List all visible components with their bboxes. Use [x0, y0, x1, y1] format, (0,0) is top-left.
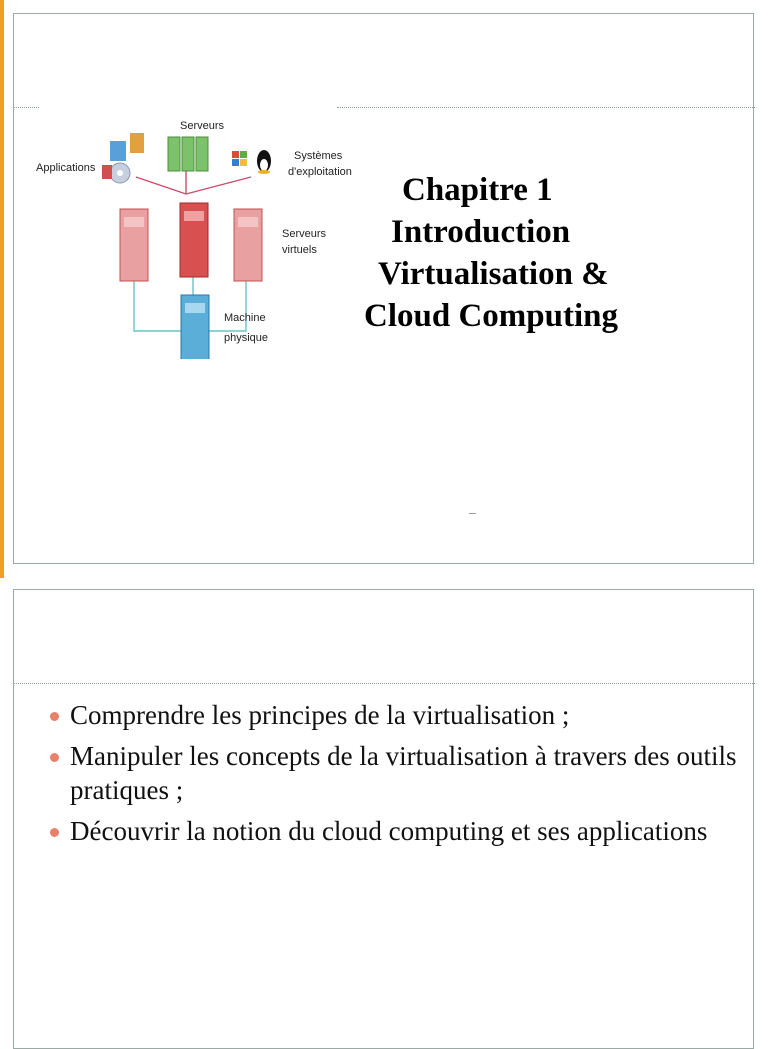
bullet-dot-icon	[50, 828, 59, 837]
list-item	[50, 698, 740, 732]
title-line-1: Chapitre 1	[402, 172, 553, 208]
slide-title	[364, 169, 694, 337]
title-line-3: Virtualisation &	[378, 256, 609, 292]
applications-icon	[102, 133, 144, 183]
label-machine-1: Machine	[224, 312, 266, 324]
connection-lines	[136, 171, 251, 194]
app-servers-icon	[168, 137, 208, 171]
title-rule	[14, 683, 755, 684]
list-item-text: Manipuler les concepts de la virtualisation à travers des outils pratiques ;	[70, 741, 737, 805]
label-serveurs-virtuels-1: Serveurs	[282, 228, 327, 240]
title-rule-right	[337, 107, 755, 108]
bullet-dot-icon	[50, 712, 59, 721]
virtual-server-3	[234, 209, 262, 281]
list-item-text: Comprendre les principes de la virtualisation ;	[70, 700, 570, 730]
windows-logo-icon	[232, 151, 247, 166]
slide-2	[13, 589, 754, 1049]
virtual-server-2	[180, 203, 208, 277]
label-machine-2: physique	[224, 332, 269, 344]
label-systemes-1: Systèmes	[294, 150, 343, 162]
left-accent-bar	[0, 0, 4, 578]
list-item	[50, 739, 740, 807]
label-applications: Applications	[36, 162, 96, 174]
footer-mark	[469, 513, 476, 514]
title-line-4: Cloud Computing	[364, 298, 618, 334]
virtual-server-1	[120, 209, 148, 281]
objectives-list	[50, 698, 740, 855]
slide-1	[13, 13, 754, 564]
list-item	[50, 814, 740, 848]
label-serveurs: Serveurs	[180, 120, 225, 132]
physical-machine-icon	[181, 295, 209, 359]
bullet-dot-icon	[50, 753, 59, 762]
label-systemes-2: d'exploitation	[288, 166, 352, 178]
list-item-text: Découvrir la notion du cloud computing et ses applications	[70, 816, 708, 846]
virtualization-diagram	[36, 99, 356, 359]
title-line-2: Introduction	[391, 214, 571, 250]
label-serveurs-virtuels-2: virtuels	[282, 244, 317, 256]
linux-penguin-icon	[257, 150, 271, 174]
